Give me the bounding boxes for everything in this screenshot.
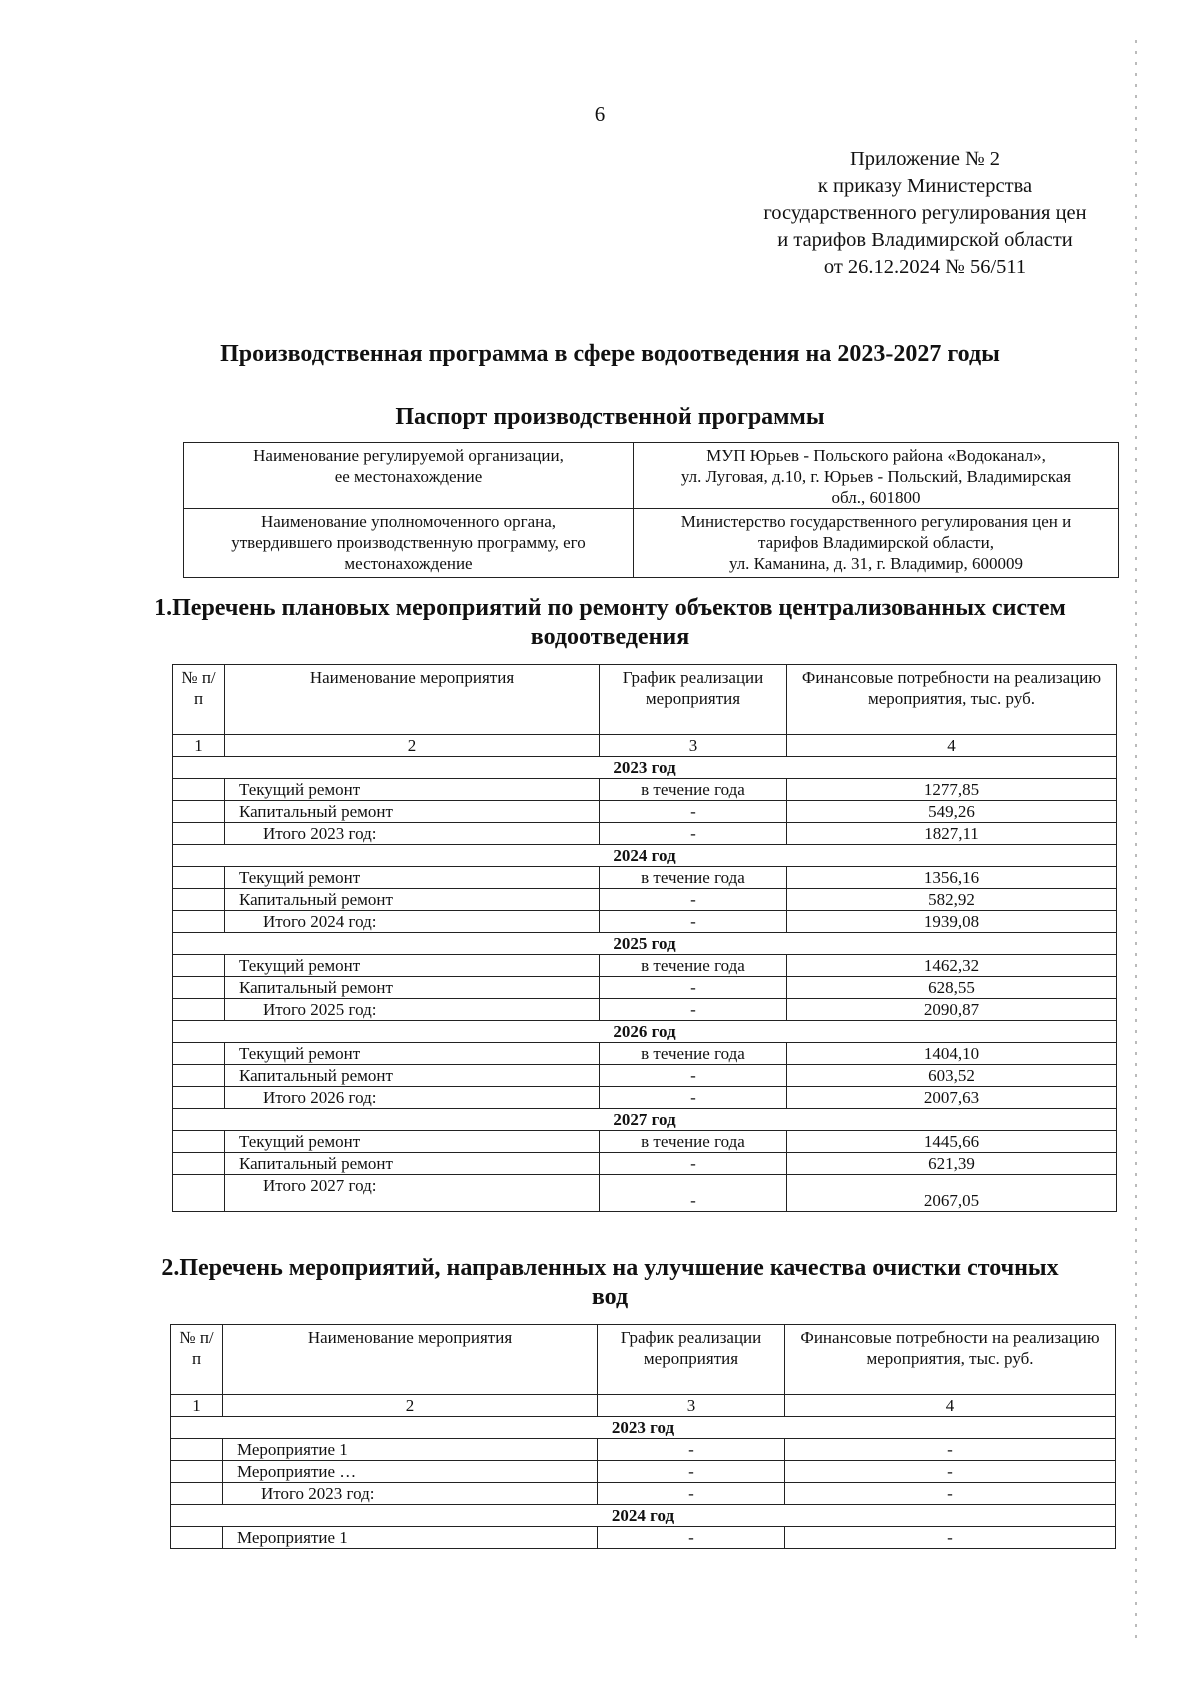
cost: 2090,87 (787, 999, 1117, 1021)
column-number: 1 (171, 1395, 223, 1417)
passport-label: Наименование уполномоченного органа, утвердившего производственную программу, его местонахождение (184, 509, 634, 578)
cost: 1939,08 (787, 911, 1117, 933)
cost: 1277,85 (787, 779, 1117, 801)
table-row (173, 779, 1117, 801)
column-header: Финансовые потребности на реализацию мероприятия, тыс. руб. (785, 1325, 1116, 1395)
row-number (171, 1483, 223, 1505)
column-header: Наименование мероприятия (225, 665, 600, 735)
activity-name: Итого 2024 год: (225, 911, 600, 933)
schedule: в течение года (600, 1131, 787, 1153)
schedule: - (600, 1087, 787, 1109)
schedule: - (598, 1439, 785, 1461)
column-number: 3 (600, 735, 787, 757)
schedule: в течение года (600, 779, 787, 801)
row-number (173, 955, 225, 977)
appendix-line: к приказу Министерства (817, 175, 1033, 197)
activity-name: Мероприятие 1 (223, 1439, 598, 1461)
cost: 1404,10 (787, 1043, 1117, 1065)
schedule: - (600, 977, 787, 999)
appendix-line: и тарифов Владимирской области (777, 229, 1073, 251)
column-header: Финансовые потребности на реализацию мероприятия, тыс. руб. (787, 665, 1117, 735)
schedule: в течение года (600, 867, 787, 889)
cost: 621,39 (787, 1153, 1117, 1175)
appendix-line: государственного регулирования цен (763, 202, 1087, 224)
year-label: 2027 год (173, 1109, 1117, 1131)
schedule: - (598, 1461, 785, 1483)
year-row (171, 1417, 1116, 1439)
activity-name: Итого 2023 год: (225, 823, 600, 845)
column-header: График реализации мероприятия (600, 665, 787, 735)
table-row (173, 1065, 1117, 1087)
table-row (173, 867, 1117, 889)
activity-name: Итого 2023 год: (223, 1483, 598, 1505)
column-number-row (173, 735, 1117, 757)
schedule: - (600, 911, 787, 933)
cost: 1827,11 (787, 823, 1117, 845)
schedule: - (600, 823, 787, 845)
section1-title: 1.Перечень плановых мероприятий по ремонту объектов централизованных систем водоотведения (154, 595, 1066, 650)
column-number: 1 (173, 735, 225, 757)
appendix-block (735, 146, 1115, 281)
total-row (173, 823, 1117, 845)
row-number (171, 1439, 223, 1461)
cost: - (785, 1439, 1116, 1461)
year-label: 2026 год (173, 1021, 1117, 1043)
page-number: 6 (594, 102, 606, 126)
year-row (173, 933, 1117, 955)
passport-label: Наименование регулируемой организации, ее местонахождение (184, 443, 634, 509)
appendix-line: от 26.12.2024 № 56/511 (823, 256, 1027, 278)
cost: - (785, 1483, 1116, 1505)
table-row (171, 1439, 1116, 1461)
column-number: 4 (785, 1395, 1116, 1417)
row-number (173, 889, 225, 911)
treatment-quality-table (170, 1324, 1116, 1549)
activity-name: Капитальный ремонт (225, 1153, 600, 1175)
activity-name: Текущий ремонт (225, 779, 600, 801)
table-row (173, 1131, 1117, 1153)
total-row (173, 999, 1117, 1021)
row-number (173, 1131, 225, 1153)
total-row (173, 1175, 1117, 1212)
cost: 1445,66 (787, 1131, 1117, 1153)
section2-title: 2.Перечень мероприятий, направленных на улучшение качества очистки сточных вод (161, 1255, 1059, 1310)
cost: 549,26 (787, 801, 1117, 823)
passport-title: Паспорт производственной программы (395, 404, 825, 430)
passport-table (183, 442, 1119, 578)
schedule: - (600, 889, 787, 911)
activity-name: Текущий ремонт (225, 867, 600, 889)
row-number (171, 1527, 223, 1549)
cost: - (785, 1527, 1116, 1549)
schedule: в течение года (600, 955, 787, 977)
row-number (173, 911, 225, 933)
document-title: Производственная программа в сфере водоотведения на 2023-2027 годы (220, 341, 1000, 367)
activity-name: Текущий ремонт (225, 1131, 600, 1153)
header-row (171, 1325, 1116, 1395)
activity-name: Текущий ремонт (225, 1043, 600, 1065)
column-number-row (171, 1395, 1116, 1417)
table-row (173, 801, 1117, 823)
row-number (173, 1043, 225, 1065)
table-row (173, 889, 1117, 911)
row-number (173, 1087, 225, 1109)
schedule: - (598, 1483, 785, 1505)
activity-name: Капитальный ремонт (225, 889, 600, 911)
row-number (173, 1065, 225, 1087)
cost: 1462,32 (787, 955, 1117, 977)
row-number (171, 1461, 223, 1483)
passport-row (184, 443, 1119, 509)
year-label: 2023 год (173, 757, 1117, 779)
total-row (173, 1087, 1117, 1109)
schedule: - (600, 801, 787, 823)
row-number (173, 999, 225, 1021)
cost: 603,52 (787, 1065, 1117, 1087)
row-number (173, 779, 225, 801)
cost: 2007,63 (787, 1087, 1117, 1109)
schedule: в течение года (600, 1043, 787, 1065)
total-row (173, 911, 1117, 933)
activity-name: Капитальный ремонт (225, 1065, 600, 1087)
cost: - (785, 1461, 1116, 1483)
total-row (171, 1483, 1116, 1505)
repair-plan-table (172, 664, 1117, 1212)
cost: 1356,16 (787, 867, 1117, 889)
activity-name: Капитальный ремонт (225, 977, 600, 999)
activity-name: Капитальный ремонт (225, 801, 600, 823)
appendix-line: Приложение № 2 (849, 148, 1001, 170)
column-number: 2 (225, 735, 600, 757)
scan-edge-artifact (1135, 40, 1137, 1640)
row-number (173, 801, 225, 823)
table-row (171, 1527, 1116, 1549)
table-row (173, 977, 1117, 999)
schedule: - (600, 1175, 787, 1212)
activity-name: Итого 2025 год: (225, 999, 600, 1021)
cost: 2067,05 (787, 1175, 1117, 1212)
activity-name: Итого 2027 год: (225, 1175, 600, 1212)
passport-value: Министерство государственного регулирования цен и тарифов Владимирской области, ул. Каманина, д. 31, г. Владимир, 600009 (634, 509, 1119, 578)
column-number: 3 (598, 1395, 785, 1417)
table-row (173, 955, 1117, 977)
activity-name: Итого 2026 год: (225, 1087, 600, 1109)
row-number (173, 867, 225, 889)
schedule: - (598, 1527, 785, 1549)
column-number: 4 (787, 735, 1117, 757)
activity-name: Мероприятие … (223, 1461, 598, 1483)
year-label: 2024 год (173, 845, 1117, 867)
year-label: 2025 год (173, 933, 1117, 955)
table-row (171, 1461, 1116, 1483)
column-header: Наименование мероприятия (223, 1325, 598, 1395)
year-row (171, 1505, 1116, 1527)
row-number (173, 1153, 225, 1175)
schedule: - (600, 999, 787, 1021)
schedule: - (600, 1153, 787, 1175)
table-row (173, 1153, 1117, 1175)
table-row (173, 1043, 1117, 1065)
year-row (173, 845, 1117, 867)
cost: 628,55 (787, 977, 1117, 999)
column-header: № п/п (171, 1325, 223, 1395)
column-header: График реализации мероприятия (598, 1325, 785, 1395)
passport-row (184, 509, 1119, 578)
activity-name: Мероприятие 1 (223, 1527, 598, 1549)
header-row (173, 665, 1117, 735)
year-label: 2023 год (171, 1417, 1116, 1439)
year-row (173, 1109, 1117, 1131)
cost: 582,92 (787, 889, 1117, 911)
column-number: 2 (223, 1395, 598, 1417)
year-row (173, 757, 1117, 779)
year-label: 2024 год (171, 1505, 1116, 1527)
activity-name: Текущий ремонт (225, 955, 600, 977)
schedule: - (600, 1065, 787, 1087)
column-header: № п/п (173, 665, 225, 735)
row-number (173, 823, 225, 845)
row-number (173, 977, 225, 999)
year-row (173, 1021, 1117, 1043)
row-number (173, 1175, 225, 1212)
passport-value: МУП Юрьев - Польского района «Водоканал», ул. Луговая, д.10, г. Юрьев - Польский, Владимирская обл., 601800 (634, 443, 1119, 509)
